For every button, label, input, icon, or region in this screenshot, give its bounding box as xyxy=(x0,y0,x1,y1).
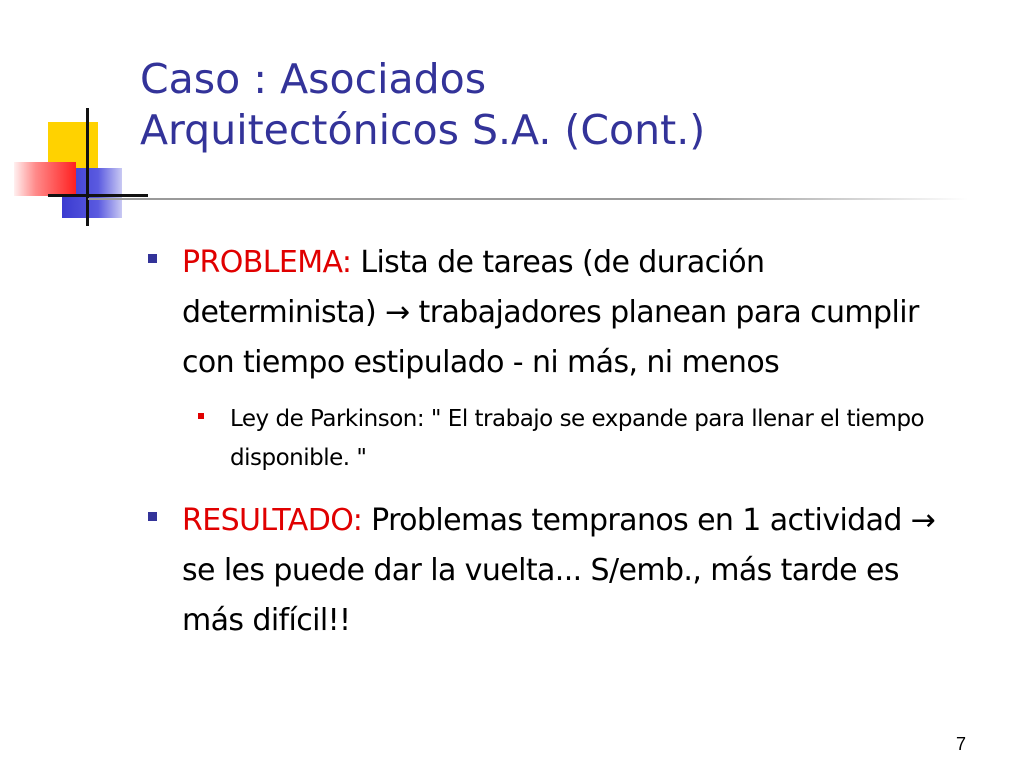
bullet-problema xyxy=(140,238,960,388)
subbullet-parkinson xyxy=(140,400,960,478)
bullet-problema-label: PROBLEMA: xyxy=(182,245,352,280)
logo-vertical-line xyxy=(86,108,89,226)
bullet-resultado-text-before-arrow: Problemas tempranos en 1 actividad xyxy=(362,503,911,538)
crosshair-logo-icon xyxy=(0,0,150,240)
bullet-resultado-label: RESULTADO: xyxy=(182,503,363,538)
bullet-resultado-text-after-arrow: se les puede dar la vuelta... S/emb., más tarde es más difícil!! xyxy=(182,553,899,638)
subbullet-parkinson-text: Ley de Parkinson: " El trabajo se expande para llenar el tiempo disponible. " xyxy=(230,406,925,471)
slide-title-line-1: Caso : Asociados xyxy=(140,55,487,103)
logo-red-bar xyxy=(14,162,76,196)
title-divider xyxy=(88,198,968,200)
logo-horizontal-line xyxy=(48,194,148,197)
square-bullet-icon xyxy=(148,254,157,263)
bullet-problema-text-before-arrow: Lista de tareas (de duración determinista) xyxy=(182,245,765,330)
square-bullet-icon xyxy=(198,413,204,419)
right-arrow-icon: → xyxy=(385,295,410,330)
right-arrow-icon: → xyxy=(910,503,936,538)
bullet-problema-text xyxy=(182,238,960,388)
slide-content xyxy=(140,238,960,664)
bullet-resultado xyxy=(140,496,960,646)
slide-title xyxy=(140,54,705,156)
slide-title-line-2: Arquitectónicos S.A. (Cont.) xyxy=(140,106,706,154)
page-number: 7 xyxy=(955,734,966,754)
bullet-problema-text-after-arrow: trabajadores planean para cumplir con tiempo estipulado - ni más, ni menos xyxy=(182,295,919,380)
bullet-resultado-text xyxy=(182,496,960,646)
square-bullet-icon xyxy=(148,512,157,521)
